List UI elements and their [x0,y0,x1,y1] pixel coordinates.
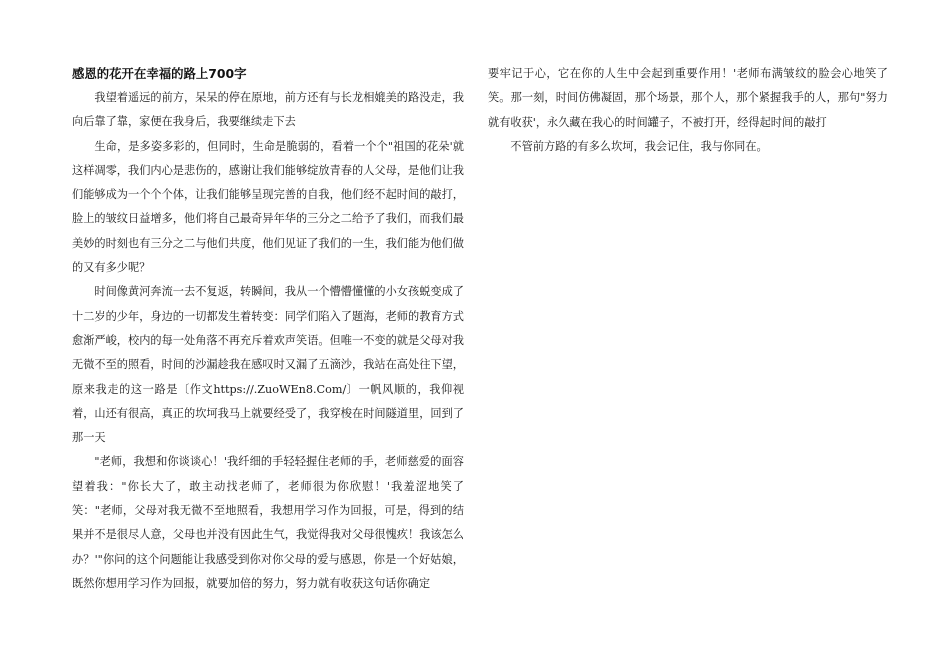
paragraph: 我望着遥远的前方，呆呆的停在原地，前方还有与长龙相媲美的路没走，我向后靠了靠，家便在我身后，我要继续走下去 [72,91,464,129]
right-column [488,62,888,159]
paragraph: "老师，我想和你谈谈心！'我纤细的手轻轻握住老师的手，老师慈爱的面容望着我："你长大了，敢主动找老师了，老师很为你欣慰！'我羞涩地笑了笑："老师，父母对我无微不至地照看，我想用学习作为回报，可是，得到的结果并不是很尽人意，父母也并没有因此生气，我觉得我对父母很愧疚！我该怎么办？'"你问的这个问题能让我感受到你对你父母的爱与感恩，你是一个好姑娘，既然你想用学习作为回报，就要加倍的努力，努力就有收获这句话你确定 [72,455,464,590]
paragraph: 生命，是多姿多彩的，但同时，生命是脆弱的，看着一个个"祖国的花朵'就这样凋零，我们内心是悲伤的，感谢让我们能够绽放青春的人父母，是他们让我们能够成为一个个个体，让我们能够呈现完善的自我，他们经不起时间的敲打，脸上的皱纹日益增多，他们将自己最奇异年华的三分之二给予了我们，而我们最美妙的时刻也有三分之二与他们共度，他们见证了我们的一生，我们能为他们做的又有多少呢？ [72,139,464,275]
paragraph: 时间像黄河奔流一去不复返，转瞬间，我从一个懵懵懂懂的小女孩蜕变成了十二岁的少年，身边的一切都发生着转变：同学们陷入了题海，老师的教育方式愈渐严峻，校内的每一处角落不再充斥着欢声笑语。但唯一不变的就是父母对我无微不至的照看，时间的沙漏趁我在感叹时又漏了五滴沙，我站在高处往下望，原来我走的这一路是〔作文https://.ZuoWEn8.Com/〕一帆风顺的，我仰视着，山还有很高，真正的坎坷我马上就要经受了，我穿梭在时间隧道里，回到了那一天 [72,285,464,445]
left-column [72,62,464,596]
paragraph-continued: 要牢记于心，它在你的人生中会起到重要作用！'老师布满皱纹的脸会心地笑了笑。那一刻，时间仿佛凝固，那个场景，那个人，那个紧握我手的人，那句"努力就有收获'，永久藏在我心的时间罐子，不被打开，经得起时间的敲打 [488,67,888,129]
document-title: 感恩的花开在幸福的路上700字 [72,66,247,81]
paragraph: 不管前方路的有多么坎坷，我会记住，我与你同在。 [510,139,768,153]
